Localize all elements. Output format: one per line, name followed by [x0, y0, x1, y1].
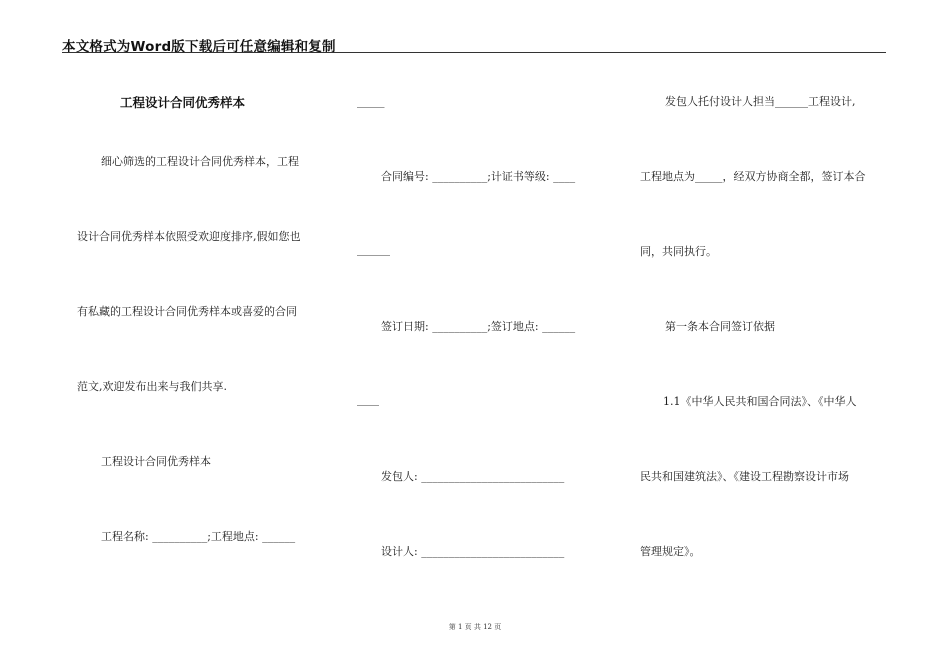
form-line-client: 发包人: __________________________	[381, 470, 565, 483]
paragraph-line: 有私藏的工程设计合同优秀样本或喜爱的合同	[77, 305, 297, 318]
paragraph-line: 同，共同执行。	[640, 245, 717, 258]
form-line-project: 工程名称: __________;工程地点: ______	[101, 530, 296, 543]
form-line-blank: _____	[357, 95, 385, 108]
paragraph-line: 管理规定》。	[640, 545, 701, 558]
document-header: 本文格式为Word版下载后可任意编辑和复制	[62, 39, 336, 55]
paragraph-line: 细心筛选的工程设计合同优秀样本，工程	[101, 155, 299, 168]
form-line-sign-date: 签订日期: __________;签订地点: ______	[381, 320, 576, 333]
document-title: 工程设计合同优秀样本	[120, 95, 246, 110]
page-footer: 第 1 页 共 12 页	[448, 623, 502, 631]
paragraph-line: 1.1《中华人民共和国合同法》、《中华人	[663, 395, 857, 408]
form-line-contract-number: 合同编号: __________;计证书等级: ____	[381, 170, 576, 183]
paragraph-line: 范文,欢迎发布出来与我们共享.	[77, 380, 227, 393]
form-line-designer: 设计人: __________________________	[381, 545, 565, 558]
section-heading: 工程设计合同优秀样本	[101, 455, 211, 468]
paragraph-line: 设计合同优秀样本依照受欢迎度排序,假如您也	[77, 230, 301, 243]
form-line-blank: ______	[357, 243, 390, 256]
paragraph-line: 发包人托付设计人担当______工程设计,	[665, 95, 856, 108]
section-heading: 第一条本合同签订依据	[665, 320, 775, 333]
paragraph-line: 工程地点为_____，经双方协商全都，签订本合	[640, 170, 866, 183]
form-line-blank: ____	[357, 393, 379, 406]
paragraph-line: 民共和国建筑法》、《建设工程勘察设计市场	[640, 470, 849, 483]
header-rule	[62, 52, 886, 53]
